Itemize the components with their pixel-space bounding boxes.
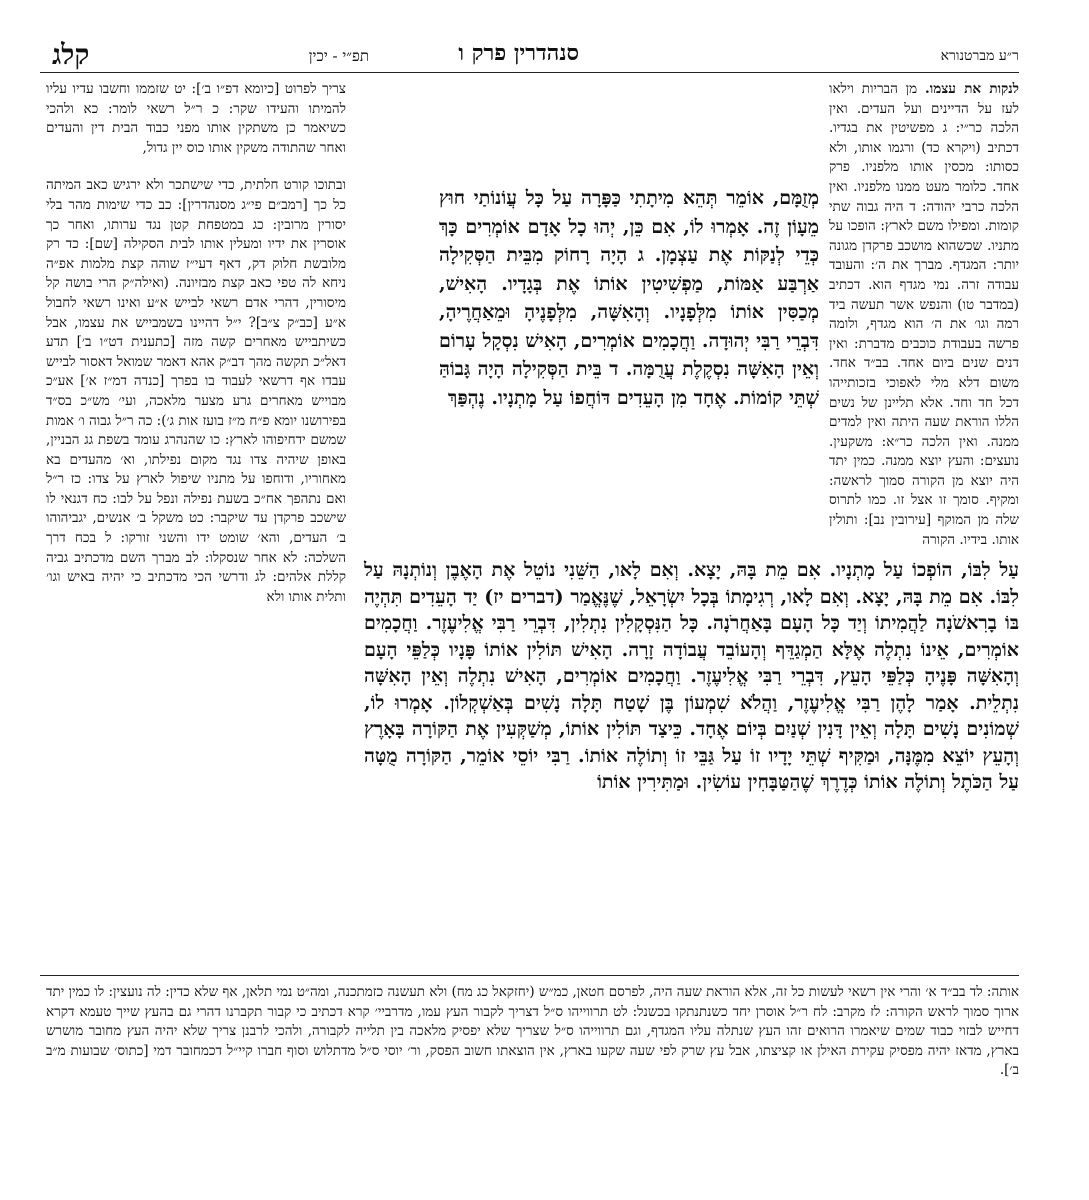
footer-rule bbox=[40, 975, 1019, 976]
bartenura-body: מן הבריות וילאו לעז על הדיינים ועל העדים. ואין הלכה כר״י: ג מפשיטין את בגדיו. דכתיב (ויקרא כד) ורגמו אותו, ולא כסותו: מכסין אותו מלפניו. פרק אחד. כלומר מעט ממנו מלפניו. ואין הלכה כרבי יהודה: ד היה גבוה שתי קומות. ומפילו משם לארץ: הופכו על מתניו. שכשהוא מושכב פרקדן מגונה יותר: המגדף. מברך את ה׳: והעובד עבודה זרה. נמי מגדף הוא. דכתיב (במדבר טו) והנפש אשר תעשה ביד רמה וגו׳ את ה׳ הוא מגדף, ולומה פרשה בעבודת כוכבים מדברת: ואין דנים שנים ביום אחד. בב״ד אחד. משום דלא מלי לאפוכי בזכותייהו דכל חד וחד. אלא תליינן של נשים הללו הוראת שעה היתה ואין למדים ממנה. ואין הלכה כר״א: משקעין. נועצים: והעץ יוצא ממנה. כמין יתד היה יוצא מן הקורה סמוך לראשה: ומקיף. סומך זו אצל זו. כמו לתרוס שלה מן המוקף [עירובין נב]: ותולין אותו. בידיו. הקורה bbox=[829, 81, 1019, 548]
header-commentary-title: ר״ע מברטנורא bbox=[940, 48, 1019, 64]
bottom-commentary bbox=[46, 983, 1019, 1081]
mishnah-paragraph-wide: עַל לִבּוֹ, הוֹפְכוֹ עַל מָתְנָיו. אִם מֵת בָּהּ, יָצָא. וְאִם לָאו, הַשֵּׁנִי נוֹטֵל אֶת הָאֶבֶן וְנוֹתְנָהּ עַל לִבּוֹ. אִם מֵת בָּהּ, יָצָא. וְאִם לָאו, רְגִימָתוֹ בְּכָל יִשְׂרָאֵל, שֶׁנֶּאֱמַר (דברים יז) יַד הָעֵדִים תִּהְיֶה בּוֹ בָרִאשֹׁנָה לַהֲמִיתוֹ וְיַד כָּל הָעָם בָּאַחֲרֹנָה. כָּל הַנִּסְקָלִין נִתְלִין, דִּבְרֵי רַבִּי אֱלִיעֶזֶר. וַחֲכָמִים אוֹמְרִים, אֵינוֹ נִתְלֶה אֶלָּא הַמְגַדֵּף וְהָעוֹבֵד עֲבוֹדָה זָרָה. הָאִישׁ תּוֹלִין אוֹתוֹ פָּנָיו כְּלַפֵּי הָעָם וְהָאִשָּׁה פָּנֶיהָ כְּלַפֵּי הָעֵץ, דִּבְרֵי רַבִּי אֱלִיעֶזֶר. וַחֲכָמִים אוֹמְרִים, הָאִישׁ נִתְלֶה וְאֵין הָאִשָּׁה נִתְלֵית. אָמַר לָהֶן רַבִּי אֱלִיעֶזֶר, וַהֲלֹא שִׁמְעוֹן בֶּן שָׁטַח תָּלָה נָשִׁים בְּאַשְׁקְלוֹן. אָמְרוּ לוֹ, שְׁמוֹנִים נָשִׁים תָּלָה וְאֵין דָּנִין שְׁנַיִם בְּיוֹם אֶחָד. כֵּיצַד תּוֹלִין אוֹתוֹ, מְשַׁקְּעִין אֶת הַקּוֹרָה בָּאָרֶץ וְהָעֵץ יוֹצֵא מִמֶּנָּה, וּמַקִּיף שְׁתֵּי יָדָיו זוֹ עַל גַּבֵּי זוֹ וְתוֹלֶה אוֹתוֹ. רַבִּי יוֹסֵי אוֹמֵר, הַקּוֹרָה מֻטָּה עַל הַכֹּתֶל וְתוֹלֶה אוֹתוֹ כְּדֶרֶךְ שֶׁהַטַּבָּחִין עוֹשִׂין. וּמַתִּירִין אוֹתוֹ bbox=[364, 559, 1019, 793]
header-rule bbox=[40, 72, 1019, 73]
bartenura-lead: לנקות את עצמו. bbox=[925, 81, 1019, 97]
page-header bbox=[40, 38, 1049, 71]
yachin-main-text: ובתוכו קורט חלתית, כדי שישתכר ולא ירגיש כאב המיתה כל כך [רמב״ם פי״ג מסנהדרין]: כב כדי שימות מהר בלי יסורין מרובין: כג במטפחת קטן נגד ערותו, ואחר כך אוסרין את ידיו ומעלין אותו לבית הסקילה [שם]: כד רק מלובשת חלוק דק, דאף דעי״ז שוהה קצת מלמות אפ״ה ניחא לה טפי כאב קצת מבזיונה. (ואילה״ק הרי בושה קל מיסורין, דהרי אדם רשאי לבייש א״ע ואינו רשאי לחבול א״ע [כב״ק צ״ב]? י״ל דהיינו בשמבייש את עצמו, אבל כשיתבייש מאחרים קשה מזה [כתענית דט״ו ב׳] תדע דאל״כ תקשה מהך דב״ק אהא דאמר שמואל דאסור לבייש עבדו אף דרשאי לעבוד בו בפרך [כנדה דמ״ז א׳] אע״כ מבוייש מאחרים גרע מצער מלאכה, ועי׳ מש״כ בס״ד בפירושנו יומא פ״ח מ״ז בועז אות ג׳): כה ר״ל גבוה ו׳ אמות שמשם ידחיפוהו לארץ: כו שהנהרג עומד בשפת גג הבניין, באופן שיהיה צדו נגד מקום נפילתו, וא׳ מהעדים בא מאחוריו, ודוחפו על מתניו שיפול לארץ על צדו: כז ר״ל ואם נתהפך אח״כ בשעת נפילה ונפל על לבו: כח דגנאי לו שישכב פרקדן עד שיקבר: כט משקל ב׳ אנשים, יגביהוהו ב׳ העדים, והא׳ שומט ידו והשני זורקו: ל בכח דרך השלכה: לא אחר שנסקלו: לב מברך השם מדכתיב גביה קללת אלהים: לג ודרשי הכי מדכתיב כי יהיה באיש וגו׳ ותלית אותו ולא bbox=[46, 177, 346, 605]
mishnah-text-narrow bbox=[439, 184, 819, 412]
yachin-top-text: צריך לפרוט [כיומא דפ״ו ב׳]: יט שזממו וחשבו עדיו עליו להמיתו והעידו שקר: כ ר״ל רשאי לומר: כא ולהכי כשיאמר כן משתקין אותו מפני כבוד הבית דין והעדים ואחר שהתודה משקין אותו כוס יין גדול, bbox=[46, 81, 346, 156]
yachin-commentary bbox=[46, 80, 346, 607]
page-number: קלג bbox=[52, 38, 90, 71]
mishnah-paragraph-top: מְזֻמָּם, אוֹמֵר תְּהֵא מִיתָתִי כַּפָּרָה עַל כָּל עֲוֹנוֹתַי חוּץ מֵעָוֹן זֶה. אָמְרוּ לוֹ, אִם כֵּן, יְהוּ כָל אָדָם אוֹמְרִים כָּךְ כְּדֵי לְנַקּוֹת אֶת עַצְמָן. ג הָיָה רָחוֹק מִבֵּית הַסְּקִילָה אַרְבַּע אַמּוֹת, מַפְשִׁיטִין אוֹתוֹ אֶת בְּגָדָיו. הָאִישׁ, מְכַסִּין אוֹתוֹ מִלְּפָנָיו. וְהָאִשָּׁה, מִלְּפָנֶיהָ וּמֵאַחֲרֶיהָ, דִּבְרֵי רַבִּי יְהוּדָה. וַחֲכָמִים אוֹמְרִים, הָאִישׁ נִסְקָל עָרוֹם וְאֵין הָאִשָּׁה נִסְקֶלֶת עֲרֻמָּה. ד בֵּית הַסְּקִילָה הָיָה גָּבוֹהַּ שְׁתֵּי קוֹמוֹת. אֶחָד מִן הָעֵדִים דּוֹחֲפוֹ עַל מָתְנָיו. נֶהְפַּךְ bbox=[439, 187, 819, 409]
header-chapter-title: סנהדרין פרק ו bbox=[458, 40, 579, 66]
bartenura-text bbox=[829, 80, 1019, 550]
mishnah-text-wide bbox=[364, 557, 1019, 796]
bottom-commentary-text: אותה: לד בב״ד א׳ והרי אין רשאי לעשות כל זה, אלא הוראת שעה היה, לפרסם חטאן, כמ״ש (יחזקאל כג מח) ולא תעשנה כזמתכנה, ומה״ט נמי תלאן, אף שלא כדין: לה נועצין: לו כמין יתד ארוך סמוך לראש הקורה: לז מקרב: לח ר״ל אוסרן יחד כשנתנתקו בכשנל: לט תרווייהו ס״ל דצריך לקבור העץ עמו, מדרביי׳ קרא דכתיב כי קבור תקברנו דהרי גם בהעץ שייך טעמא דקרא דחייש לבזוי כבוד שמים שיאמרו הרואים זהו העץ שנתלה עליו המגדף, וגם תרווייהו ס״ל שצריך שלא יפסיק מלאכה בין תלייה לקבורה, ולהכי לרבנן צריך שלא יהיה העץ מחובר מושרש בארץ, מדאז יהיה מפסיק עקירת האילן או קציצתו, אבל עץ שרק לפי שעה שקעו בארץ, אין הוצאתו חשוב הפסק, ור׳ יוסי ס״ל מדתלוש וסוף חברו קיי״ל דכמחובר דמי [כתוס׳ שבועות מ״ב ב׳]. bbox=[46, 984, 1019, 1079]
header-range: תפ״י - יכין bbox=[308, 47, 369, 65]
bartenura-commentary bbox=[829, 80, 1019, 550]
